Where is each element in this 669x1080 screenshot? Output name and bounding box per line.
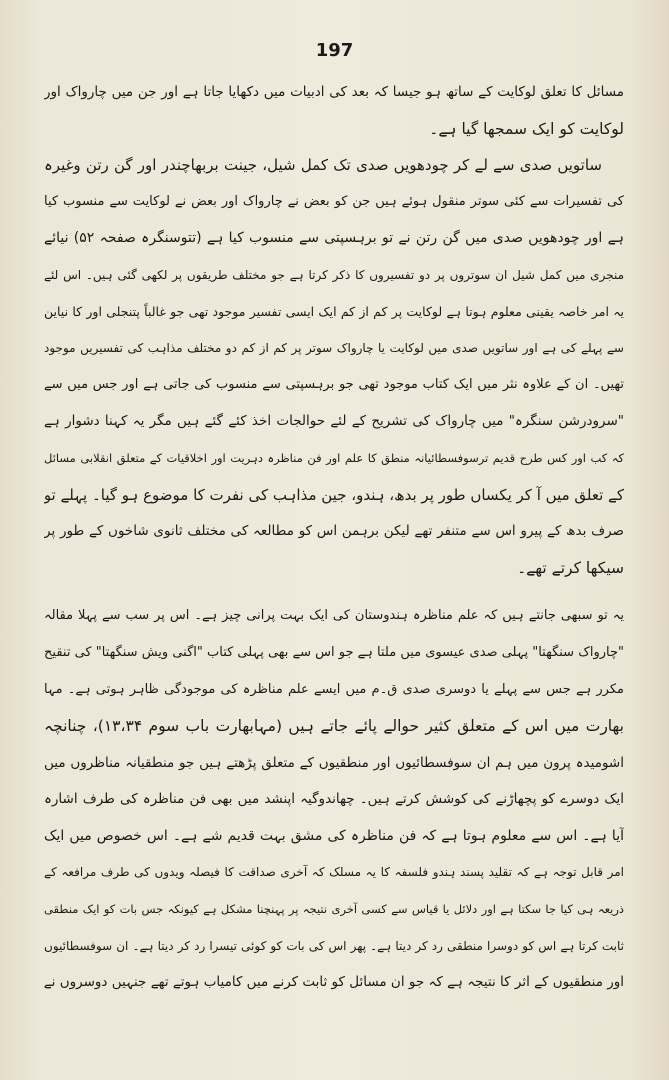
text-line: یہ امر خاصہ یقینی معلوم ہوتا ہے لوکایت پر کم از کم ایک ایسی تفسیر موجود تھی جو غالباً پتنجلی اور کا نیاین bbox=[44, 303, 624, 319]
text-line: اور منطقیوں کے اثر کا نتیجہ ہے کہ جو ان مسائل کو ثابت کرنے میں کامیاب ہوتے تھے جنہیں دوسروں نے bbox=[44, 974, 624, 991]
text-line: امر قابل توجہ ہے کہ تقلید پسند ہندو فلسفہ کا یہ مسلک کہ آخری صداقت کا فیصلہ ویدوں کی طرف مرافعہ کے bbox=[44, 865, 624, 880]
text-line: ساتویں صدی سے لے کر چودھویں صدی تک کمل شیل، جینت بربھاچندر اور گن رتن وغیرہ bbox=[44, 156, 602, 175]
text-line: ذریعہ ہی کیا جا سکتا ہے اور دلائل یا قیاس سے کسی آخری نتیجہ پر پہنچنا مشکل ہے کیونکہ جس بات کو ایک منطقی bbox=[44, 902, 624, 917]
text-line: بھارت میں اس کے متعلق کثیر حوالے پائے جاتے ہیں (مہابھارت باب سوم ۱۳،۳۴)، چنانچہ bbox=[44, 717, 624, 736]
text-line: تھیں۔ ان کے علاوہ نثر میں ایک کتاب موجود تھی جو برہسپتی سے منسوب کی جاتی ہے اور جس میں سے bbox=[44, 376, 624, 392]
text-line: سیکھا کرتے تھے۔ bbox=[517, 558, 624, 577]
text-line: ثابت کرتا ہے اس کو دوسرا منطقی رد کر دیتا ہے۔ پھر اس کی بات کو کوئی تیسرا رد کر دیتا ہے۔ ان سوفسطائیوں bbox=[44, 938, 624, 953]
text-line: کے تعلق میں آ کر یکساں طور پر بدھ، ہندو، جین مذاہب کی نفرت کا موضوع ہو گیا۔ پہلے تو bbox=[44, 485, 624, 504]
page-number: 197 bbox=[315, 40, 354, 61]
text-line: مسائل کا تعلق لوکایت کے ساتھ ہو جیسا کہ بعد کی ادبیات میں دکھایا جاتا ہے اور جن میں چارواک اور bbox=[44, 84, 624, 100]
text-line: "چارواک سنگھتا" پہلی صدی عیسوی میں ملتا ہے جو اس سے بھی پہلی کتاب "اگنی ویش سنگھتا" کی تنقیح bbox=[44, 644, 624, 660]
text-line: یہ تو سبھی جانتے ہیں کہ علم مناظرہ ہندوستان کی ایک بہت پرانی چیز ہے۔ اس پر سب سے پہلا مقالہ bbox=[44, 608, 624, 624]
text-line: مکرر ہے جس سے پہلے یا دوسری صدی ق۔م میں ایسے علم مناظرہ کی موجودگی ظاہر ہوتی ہے۔ مہا bbox=[44, 681, 624, 697]
text-line: "سرودرشن سنگرہ" میں چارواک کی تشریح کے لئے حوالجات اخذ کئے گئے ہیں مگر یہ کہنا دشوار ہے bbox=[44, 413, 624, 430]
text-line: ایک دوسرے کو پچھاڑنے کی کوشش کرتے ہیں۔ چھاندوگیہ اپنشد میں بھی فن مناظرہ کی طرف اشارہ bbox=[44, 791, 624, 808]
text-line: آیا ہے۔ اس سے معلوم ہوتا ہے کہ فن مناظرہ کی مشق بہت قدیم شے ہے۔ اس خصوص میں ایک bbox=[44, 827, 624, 844]
page-body bbox=[44, 74, 624, 1064]
text-line: ہے اور چودھویں صدی میں گن رتن نے تو برہسپتی سے منسوب کیا ہے (تتوسنگرہ صفحہ ۵۲) نیائے bbox=[44, 230, 624, 247]
text-line: سے پہلے کی ہے اور ساتویں صدی میں لوکایت یا چارواک سوتر پر کم از کم دو مختلف مذاہب کی تفسیریں موجود bbox=[44, 341, 624, 356]
paragraph-gap bbox=[44, 586, 624, 598]
text-line: اشومیدہ پرون میں ہم ان سوفسطائیوں اور منطقیوں کے متعلق پڑھتے ہیں جو منطقیانہ مناظروں میں bbox=[44, 754, 624, 771]
text-line: کہ کب اور کس طرح قدیم ترسوفسطائیانہ منطق کا علم اور فن مناظرہ دہریت اور اخلاقیات کے متعلق انقلابی مسائل bbox=[44, 450, 624, 465]
text-line: کی تفسیرات سے کئی سوتر منقول ہوئے ہیں جن کو بعض نے چارواک اور بعض نے لوکایت سے منسوب کیا bbox=[44, 193, 624, 209]
text-line: صرف بدھ کے پیرو اس سے متنفر تھے لیکن برہمن اس کو مطالعہ کی مختلف ثانوی شاخوں کے طور پر bbox=[44, 523, 624, 540]
text-line: لوکایت کو ایک سمجھا گیا ہے۔ bbox=[429, 119, 624, 138]
text-line: منجری میں کمل شیل ان سوتروں پر دو تفسیروں کا ذکر کرتا ہے جو مختلف طریقوں پر لکھی گئی ہیں۔ اس لئے bbox=[44, 267, 624, 282]
